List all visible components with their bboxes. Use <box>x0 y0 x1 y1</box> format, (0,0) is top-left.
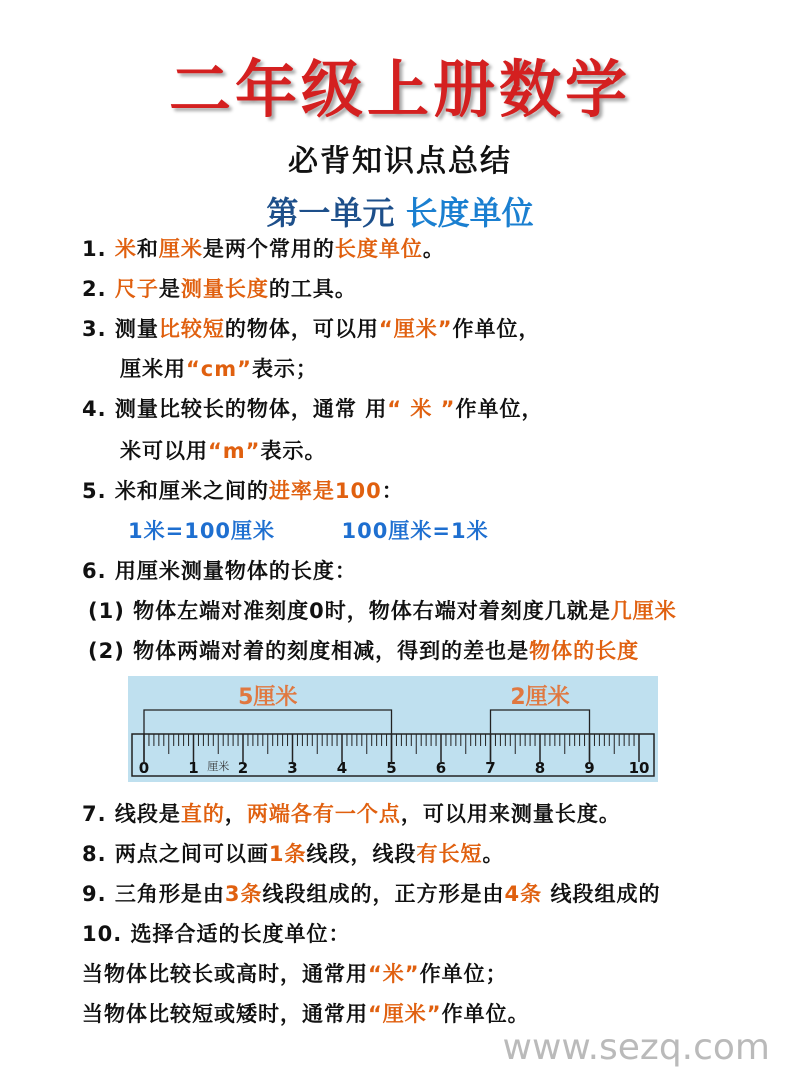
watermark: www.sezq.com <box>502 1027 770 1067</box>
ruler-tick-label: 6 <box>435 759 447 777</box>
knowledge-point-line <box>82 478 404 504</box>
knowledge-point-line <box>82 921 351 947</box>
text-segment: (1) 物体左端对准刻度0时，物体右端对着刻度几就是 <box>88 599 611 623</box>
text-segment <box>275 519 342 543</box>
text-segment: 当物体比较短或矮时，通常用 <box>82 1002 368 1026</box>
page-title: 二年级上册数学 <box>168 53 631 126</box>
highlight-text: “厘米” <box>368 1002 442 1026</box>
text-segment: 9. 三角形是由 <box>82 882 225 906</box>
knowledge-point-line <box>128 518 489 544</box>
text-segment: 线段组成的，正方形是由 <box>262 882 505 906</box>
ruler-tick-label: 4 <box>336 759 348 777</box>
ruler-tick-label: 10 <box>628 759 650 777</box>
formula-text: 1米=100厘米 <box>128 519 276 543</box>
text-segment: 作单位； <box>419 962 508 986</box>
text-segment: 1. <box>82 237 115 261</box>
ruler-diagram <box>128 676 658 782</box>
highlight-text: 几厘米 <box>610 599 677 623</box>
text-segment: 是两个常用的 <box>202 237 335 261</box>
highlight-text: 4条 <box>504 882 543 906</box>
text-segment: 表示。 <box>260 439 327 463</box>
highlight-text: 比较短 <box>158 317 225 341</box>
highlight-text: “厘米” <box>378 317 453 341</box>
highlight-text: 直的 <box>180 802 225 826</box>
text-segment: 线段，线段 <box>306 842 417 866</box>
highlight-text: 进率是100 <box>268 479 382 503</box>
text-segment: 的物体，可以用 <box>224 317 379 341</box>
text-segment: 7. 线段是 <box>82 802 181 826</box>
knowledge-point-line <box>82 881 660 907</box>
text-segment: (2) 物体两端对着的刻度相减，得到的差也是 <box>88 639 530 663</box>
text-segment: 2. <box>82 277 115 301</box>
text-segment: 8. 两点之间可以画 <box>82 842 269 866</box>
text-segment: 作单位。 <box>441 1002 530 1026</box>
text-segment: 。 <box>482 842 505 866</box>
text-segment: 的工具。 <box>268 277 357 301</box>
ruler-unit-label: 厘米 <box>207 760 230 773</box>
text-segment: 6. 用厘米测量物体的长度： <box>82 559 357 583</box>
knowledge-point-line <box>120 356 318 382</box>
text-segment: 。 <box>422 237 445 261</box>
knowledge-point-line <box>88 638 639 664</box>
highlight-text: 米 <box>114 237 137 261</box>
knowledge-point-line <box>120 438 327 464</box>
ruler-tick-label: 8 <box>534 759 546 777</box>
text-segment: 当物体比较长或高时，通常用 <box>82 962 368 986</box>
formula-text: 100厘米=1米 <box>341 519 489 543</box>
text-segment: ， <box>224 802 247 826</box>
knowledge-point-line <box>82 801 621 827</box>
text-segment: 5. 米和厘米之间的 <box>82 479 269 503</box>
text-segment: 表示； <box>251 357 318 381</box>
ruler-tick-label: 5 <box>386 759 397 777</box>
knowledge-point-line <box>82 841 505 867</box>
text-segment: 厘米用 <box>120 357 186 381</box>
highlight-text: “米” <box>368 962 420 986</box>
highlight-text: 1条 <box>268 842 307 866</box>
text-segment: 4. 测量比较长的物体，通常 用 <box>82 397 388 421</box>
text-segment: ： <box>381 479 404 503</box>
highlight-text: 有长短 <box>416 842 483 866</box>
text-segment: 线段组成的 <box>542 882 661 906</box>
ruler-tick-label: 2 <box>237 759 249 777</box>
unit-heading <box>0 188 800 234</box>
text-segment: 和 <box>136 237 159 261</box>
ruler-tick-label: 0 <box>138 759 150 777</box>
knowledge-point-line <box>88 598 677 624</box>
knowledge-point-line <box>82 961 508 987</box>
text-segment: 3. 测量 <box>82 317 159 341</box>
ruler-tick-label: 7 <box>485 759 496 777</box>
highlight-text: “ 米 ” <box>387 397 456 421</box>
text-segment: 作单位， <box>455 397 544 421</box>
highlight-text: “m” <box>208 439 261 463</box>
knowledge-point-line <box>82 276 357 302</box>
unit-topic: 长度单位 <box>405 194 534 232</box>
highlight-text: 厘米 <box>158 237 203 261</box>
text-segment: 作单位， <box>452 317 541 341</box>
highlight-text: 两端各有一个点 <box>246 802 401 826</box>
knowledge-point-line <box>82 236 445 262</box>
text-segment: 米可以用 <box>120 439 208 463</box>
highlight-text: 尺子 <box>114 277 159 301</box>
knowledge-point-line <box>82 396 543 422</box>
highlight-text: 3条 <box>224 882 263 906</box>
ruler-tick-label: 9 <box>584 759 595 777</box>
ruler-tick-label: 3 <box>287 759 298 777</box>
highlight-text: “cm” <box>186 357 252 381</box>
text-segment: ，可以用来测量长度。 <box>400 802 621 826</box>
text-segment: 是 <box>158 277 181 301</box>
measure-label: 2厘米 <box>510 685 570 710</box>
measure-label: 5厘米 <box>238 685 298 710</box>
text-segment: 10. 选择合适的长度单位： <box>82 922 351 946</box>
unit-label: 第一单元 <box>266 194 395 232</box>
knowledge-point-line <box>82 1001 530 1027</box>
knowledge-point-line <box>82 316 541 342</box>
highlight-text: 长度单位 <box>334 237 423 261</box>
page-subtitle: 必背知识点总结 <box>288 144 512 179</box>
highlight-text: 物体的长度 <box>529 639 640 663</box>
knowledge-point-line <box>82 558 357 584</box>
ruler-tick-label: 1 <box>188 759 199 777</box>
highlight-text: 测量长度 <box>180 277 269 301</box>
